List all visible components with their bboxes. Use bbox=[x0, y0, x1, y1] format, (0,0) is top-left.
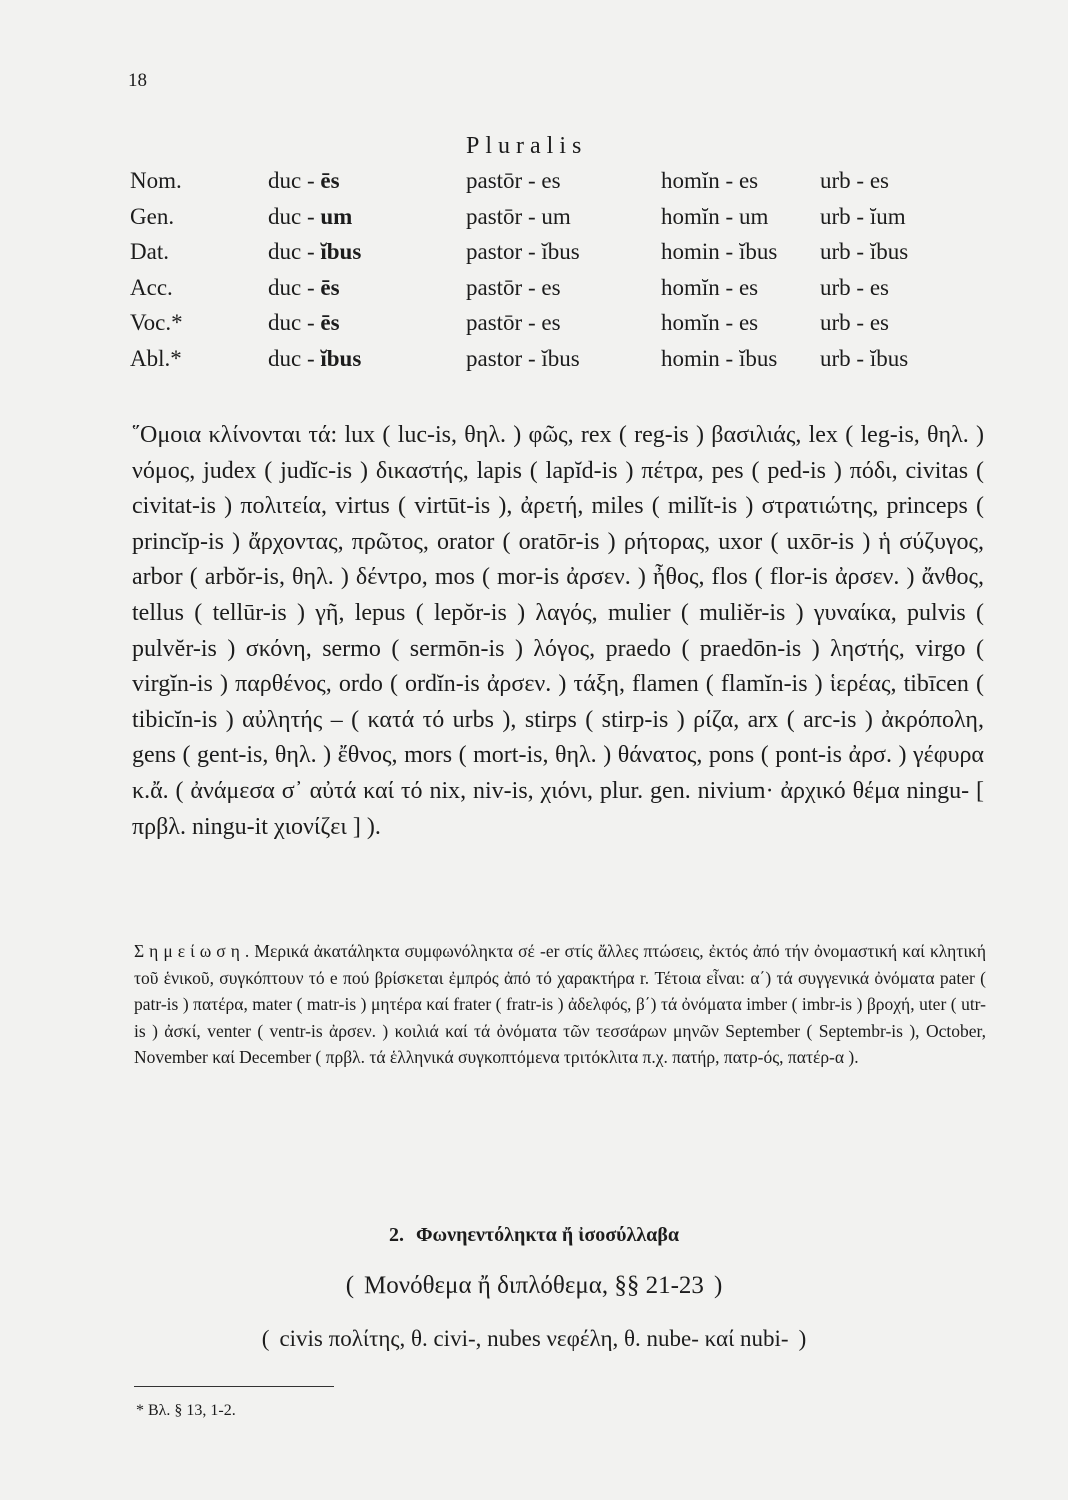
section-number: 2. bbox=[388, 1224, 404, 1246]
pastor-form: pastor - ĭbus bbox=[466, 239, 580, 264]
footnote: * Βλ. § 13, 1-2. bbox=[136, 1402, 236, 1419]
section-example bbox=[0, 1326, 1068, 1352]
note-paragraph bbox=[134, 938, 986, 1071]
subheading-text: Μονόθεμα ἤ διπλόθεμα, §§ 21-23 bbox=[364, 1272, 704, 1299]
pastor-form: pastōr - um bbox=[466, 203, 571, 229]
case-label: Dat. bbox=[130, 239, 169, 264]
duc-ending: ĭbus bbox=[320, 239, 362, 264]
urb-form: urb - ĭbus bbox=[820, 239, 909, 264]
homin-form: homĭn - es bbox=[661, 310, 759, 335]
case-label: Abl.* bbox=[130, 345, 182, 371]
homin-form: homĭn - um bbox=[661, 203, 769, 229]
footnote-divider bbox=[134, 1386, 334, 1387]
duc-stem: duc - bbox=[268, 203, 321, 229]
close-paren: ) bbox=[713, 1272, 723, 1299]
homin-form: homĭn - es bbox=[661, 274, 759, 300]
case-label: Gen. bbox=[130, 203, 175, 229]
duc-stem: duc - bbox=[268, 345, 321, 371]
case-label: Acc. bbox=[130, 274, 173, 300]
duc-stem: duc - bbox=[268, 310, 321, 335]
section-title: Φωνηεντόληκτα ἤ ἰσοσύλλαβα bbox=[415, 1224, 680, 1246]
note-label: Σημείωση bbox=[134, 941, 245, 961]
open-paren: ( bbox=[261, 1326, 270, 1351]
case-label: Nom. bbox=[130, 168, 182, 193]
duc-ending: ĭbus bbox=[320, 345, 362, 371]
close-paren: ) bbox=[798, 1326, 807, 1351]
pastor-form: pastōr - es bbox=[466, 168, 561, 193]
open-paren: ( bbox=[345, 1272, 355, 1299]
pastor-form: pastor - ĭbus bbox=[466, 345, 580, 371]
duc-form bbox=[268, 310, 340, 336]
duc-ending: um bbox=[320, 203, 353, 229]
duc-ending: ēs bbox=[320, 168, 340, 193]
example-text: civis πολίτης, θ. civi-, nubes νεφέλη, θ. nube- καί nubi- bbox=[279, 1326, 789, 1351]
page-number: 18 bbox=[128, 70, 147, 91]
urb-form: urb - ĭum bbox=[820, 203, 906, 229]
note-text: . Μερικά ἀκατάληκτα συμφωνόληκτα σέ -er στίς ἄλλες πτώσεις, ἐκτός ἀπό τήν ὀνομαστική καί κλητική τοῦ ἑνικοῦ, συγκόπτουν τό e πού βρίσκεται ἐμπρός ἀπό τό χαρακτήρα r. Τέτοια εἶναι: α΄) τά συγγενικά ὀνόματα pater ( patr-is ) πατέρα, mater ( matr-is ) μητέρα καί frater ( fratr-is ) ἀδελφός, β΄) τά ὀνόματα imber ( imbr-is ) βροχή, uter ( utr-is ) ἀσκί, venter ( ventr-is ἀρσεν. ) κοιλιά καί τά ὀνόματα τῶν τεσσάρων μηνῶν September ( Septembr-is ), October, November καί December ( πρβλ. τά ἑλληνικά συγκοπτόμενα τριτόκλιτα π.χ. πατήρ, πατρ-ός, πατέρ-α ). bbox=[134, 941, 986, 1067]
duc-stem: duc - bbox=[268, 168, 321, 193]
urb-form: urb - es bbox=[820, 310, 889, 335]
pastor-form: pastōr - es bbox=[466, 274, 561, 300]
pastor-form: pastōr - es bbox=[466, 310, 561, 335]
urb-form: urb - es bbox=[820, 168, 889, 193]
duc-stem: duc - bbox=[268, 239, 321, 264]
section-subheading bbox=[0, 1272, 1068, 1300]
duc-ending: ēs bbox=[320, 274, 340, 300]
duc-form bbox=[268, 239, 361, 265]
duc-form bbox=[268, 275, 340, 301]
case-label: Voc.* bbox=[130, 310, 183, 335]
homin-form: homin - ĭbus bbox=[661, 345, 778, 371]
homin-form: homin - ĭbus bbox=[661, 239, 778, 264]
main-paragraph: ῞Ομοια κλίνονται τά: lux ( luc-is, θηλ. ) φῶς, rex ( reg-is ) βασιλιάς, lex ( leg-is, θηλ. ) νόμος, judex ( judĭc-is ) δικαστής, lapis ( lapĭd-is ) πέτρα, pes ( ped-is ) πόδι, civitas ( civitat-is ) πολιτεία, virtus ( virtūt-is ), ἀρετή, miles ( milĭt-is ) στρατιώτης, princeps ( princĭp-is ) ἄρχοντας, πρῶτος, orator ( oratōr-is ) ρήτορας, uxor ( uxōr-is ) ἡ σύζυγος, arbor ( arbŏr-is, θηλ. ) δέντρο, mos ( mor-is ἀρσεν. ) ἦθος, flos ( flor-is ἀρσεν. ) ἄνθος, tellus ( tellūr-is ) γῆ, lepus ( lepŏr-is ) λαγός, mulier ( muliĕr-is ) γυναίκα, pulvis ( pulvĕr-is ) σκόνη, sermo ( sermōn-is ) λόγος, praedo ( praedōn-is ) ληστής, virgo ( virgĭn-is ) παρθένος, ordo ( ordĭn-is ἀρσεν. ) τάξη, flamen ( flamĭn-is ) ἱερέας, tibīcen ( tibicĭn-is ) αὐλητής – ( κατά τό urbs ), stirps ( stirp-is ) ρίζα, arx ( arc-is ) ἀκρόπολη, gens ( gent-is, θηλ. ) ἔθνος, mors ( mort-is, θηλ. ) θάνατος, pons ( pont-is ἀρσ. ) γέφυρα κ.ἄ. ( ἀνάμεσα σ᾽ αὐτά καί τό nix, niv-is, χιόνι, plur. gen. nivium· ἀρχικό θέμα ningu- [ πρβλ. ningu-it χιονίζει ] ). bbox=[132, 422, 985, 840]
duc-stem: duc - bbox=[268, 274, 321, 300]
duc-form bbox=[268, 346, 361, 372]
homin-form: homĭn - es bbox=[661, 168, 759, 193]
duc-form bbox=[268, 168, 340, 194]
duc-ending: ēs bbox=[320, 310, 340, 335]
table-title: Pluralis bbox=[466, 133, 588, 159]
section-heading bbox=[0, 1224, 1068, 1247]
urb-form: urb - ĭbus bbox=[820, 345, 909, 371]
urb-form: urb - es bbox=[820, 274, 889, 300]
duc-form bbox=[268, 204, 352, 230]
